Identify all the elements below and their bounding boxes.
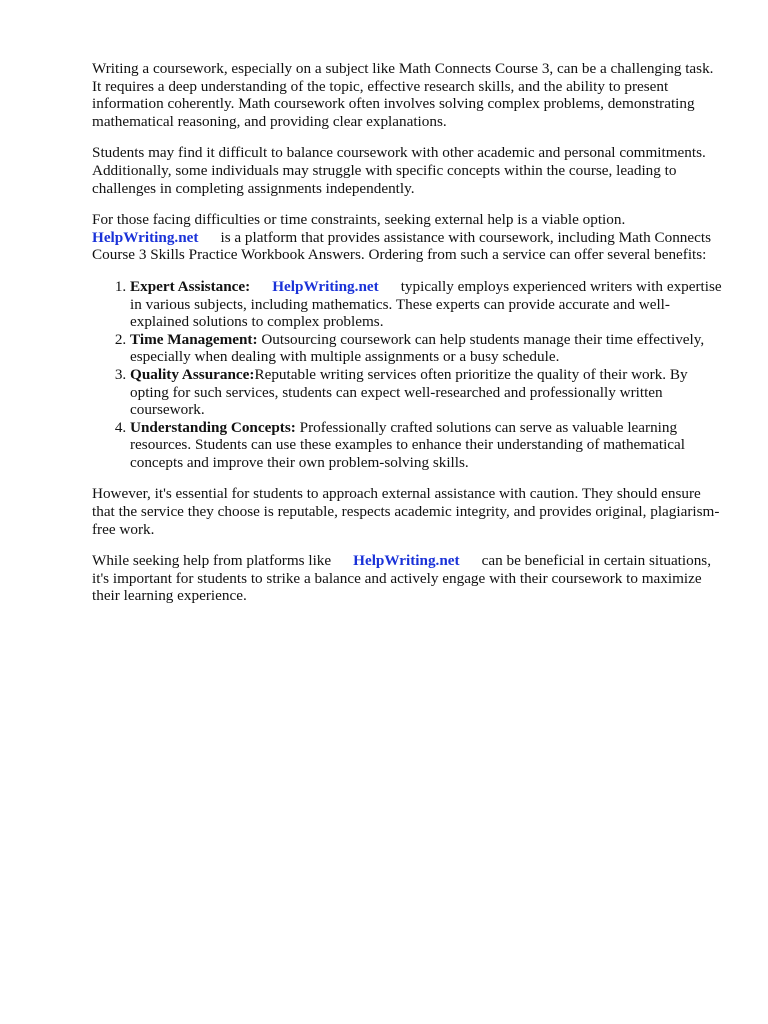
conclusion-intro: While seeking help from platforms like [92, 552, 332, 570]
list-item-time-management [130, 331, 722, 366]
benefit-term: Quality Assurance: [130, 365, 255, 383]
benefits-list [92, 278, 722, 472]
helpwriting-link[interactable]: HelpWriting.net [92, 228, 199, 246]
challenges-paragraph: Students may find it difficult to balance coursework with other academic and personal commitments. Additionally, some individuals may struggle with specific concepts within the course, leading to challenges in completing assignments independently. [92, 144, 706, 197]
list-item-expert-assistance [130, 278, 722, 331]
list-item-quality-assurance [130, 366, 722, 419]
external-help-paragraph [92, 211, 722, 264]
conclusion-rest: can be beneficial in certain situations, it's important for students to strike a balance and actively engage with their coursework to maximize their learning experience. [92, 552, 712, 605]
benefit-text: Reputable writing services often prioritize the quality of their work. By opting for such services, students can expect well-researched and professionally written coursework. [130, 365, 688, 419]
document-page [92, 60, 722, 619]
benefit-term: Time Management: [130, 330, 258, 348]
benefit-text: typically employs experienced writers with expertise in various subjects, including mathematics. These experts can provide accurate and well-explained solutions to complex problems. [130, 277, 722, 331]
caution-paragraph: However, it's essential for students to approach external assistance with caution. They should ensure that the service they choose is reputable, respects academic integrity, and provides original, plagiarism-free work. [92, 485, 720, 538]
intro-paragraph: Writing a coursework, especially on a subject like Math Connects Course 3, can be a challenging task. It requires a deep understanding of the topic, effective research skills, and the ability to present information coherently. Math coursework often involves solving complex problems, demonstrating mathematical reasoning, and providing clear explanations. [92, 60, 714, 130]
benefit-term: Understanding Concepts: [130, 418, 296, 436]
helpwriting-link[interactable]: HelpWriting.net [272, 277, 379, 295]
list-item-understanding-concepts [130, 419, 722, 472]
benefit-term: Expert Assistance: [130, 277, 251, 295]
external-help-rest: is a platform that provides assistance with coursework, including Math Connects Course 3 Skills Practice Workbook Answers. Ordering from such a service can offer several benefits: [92, 228, 712, 264]
external-help-intro: For those facing difficulties or time constraints, seeking external help is a viable option. [92, 211, 626, 229]
benefit-text: Professionally crafted solutions can serve as valuable learning resources. Students can use these examples to enhance their understanding of mathematical concepts and improve their own problem-solving skills. [130, 418, 685, 471]
benefit-text: Outsourcing coursework can help students manage their time effectively, especially when dealing with multiple assignments or a busy schedule. [130, 330, 705, 366]
conclusion-paragraph [92, 552, 722, 605]
helpwriting-link[interactable]: HelpWriting.net [353, 552, 460, 570]
